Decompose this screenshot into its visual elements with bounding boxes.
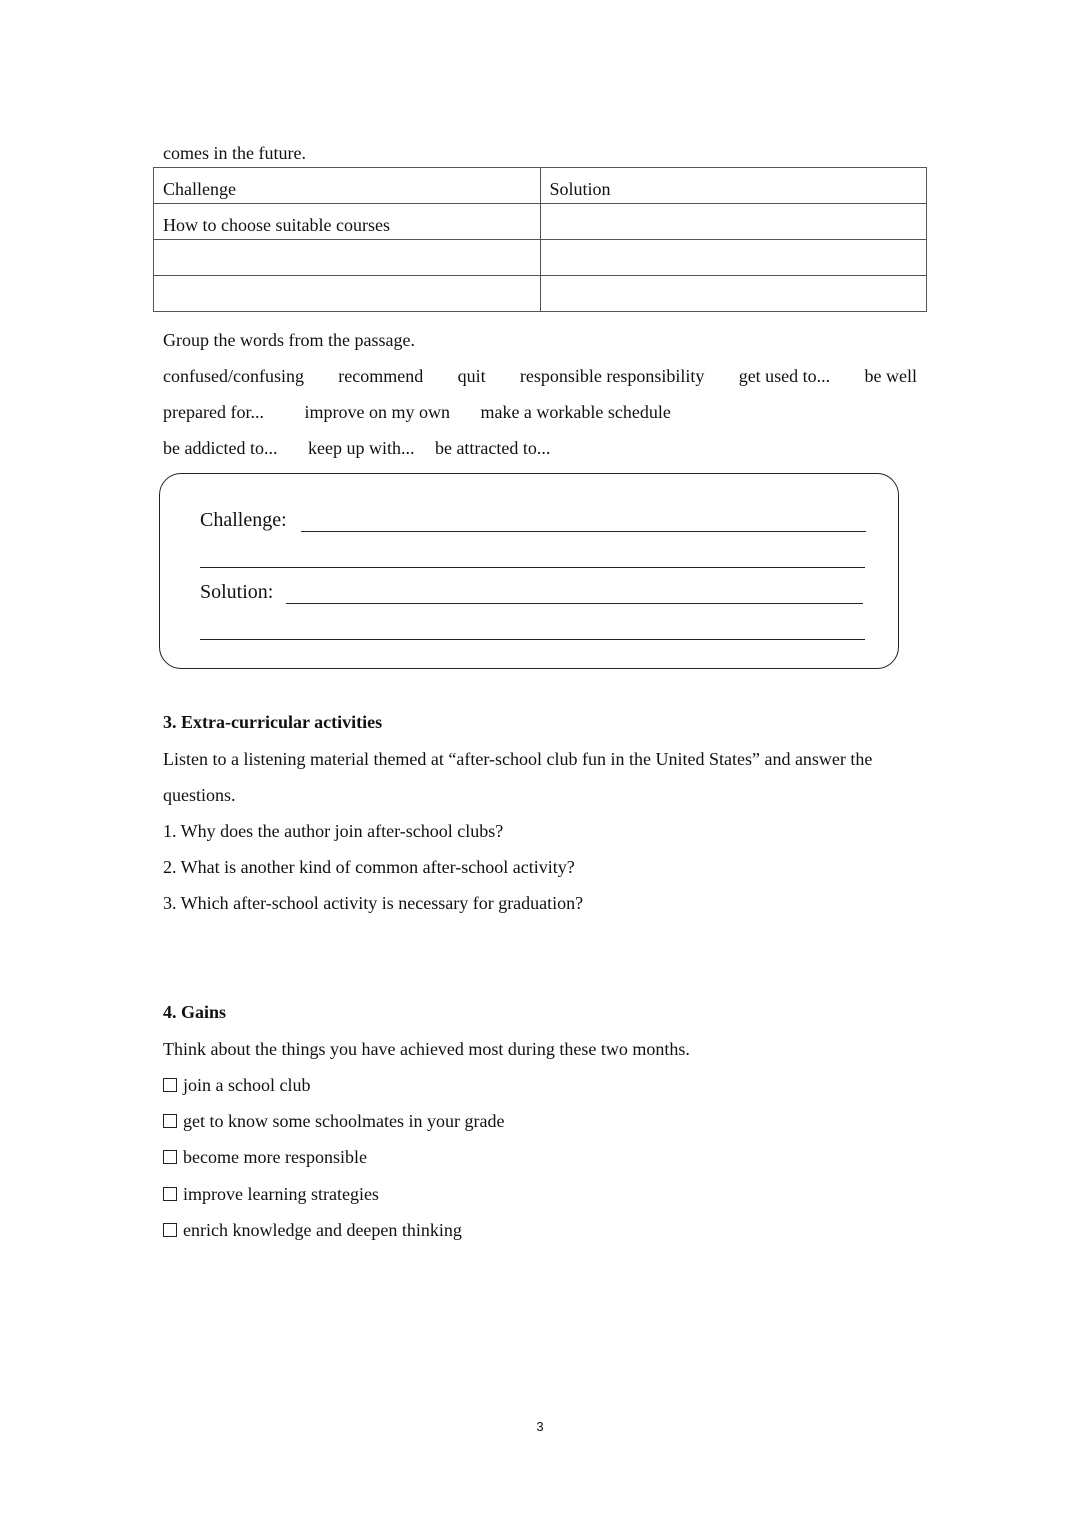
checkbox-option[interactable] [163, 1110, 504, 1132]
word-item: responsible responsibility [519, 366, 705, 386]
option-label: join a school club [183, 1075, 311, 1095]
checkbox-icon[interactable] [163, 1078, 177, 1092]
challenge-solution-table [153, 167, 927, 312]
word-item: get used to... [738, 366, 831, 386]
checkbox-icon[interactable] [163, 1187, 177, 1201]
word-item: confused/confusing [163, 366, 304, 386]
checkbox-icon[interactable] [163, 1150, 177, 1164]
word-line-1 [163, 365, 917, 387]
challenge-label: Challenge: [200, 509, 287, 531]
table-row [154, 204, 927, 240]
solution-answer-line[interactable] [286, 603, 863, 604]
table-header-row [154, 168, 927, 204]
section4-instruction: Think about the things you have achieved most during these two months. [163, 1039, 690, 1059]
checkbox-icon[interactable] [163, 1223, 177, 1237]
checkbox-option[interactable] [163, 1074, 310, 1096]
table-cell [540, 204, 927, 240]
intro-tail-text: comes in the future. [163, 143, 306, 163]
table-row [154, 240, 927, 276]
checkbox-option[interactable] [163, 1146, 367, 1168]
section4-heading: 4. Gains [163, 1002, 227, 1022]
option-label: improve learning strategies [183, 1184, 379, 1204]
table-cell [154, 276, 541, 312]
page-number: 3 [536, 1419, 544, 1434]
word-item: prepared for... [163, 402, 264, 422]
group-instruction: Group the words from the passage. [163, 330, 415, 350]
table-header-cell: Challenge [154, 168, 541, 204]
challenge-answer-line-2[interactable] [200, 567, 865, 568]
table-cell [540, 240, 927, 276]
section3-instruction: Listen to a listening material themed at “after-school club fun in the United States” and answer the [163, 749, 873, 769]
word-line-2 [163, 401, 671, 423]
option-label: become more responsible [183, 1147, 367, 1167]
word-item: keep up with... [307, 438, 415, 458]
section3-instruction-cont: questions. [163, 785, 236, 805]
checkbox-option[interactable] [163, 1183, 379, 1205]
table-cell: How to choose suitable courses [154, 204, 541, 240]
question-item: 2. What is another kind of common after-school activity? [163, 857, 575, 877]
word-item: be well [864, 366, 917, 386]
word-item: be addicted to... [163, 438, 278, 458]
word-item: recommend [338, 366, 424, 386]
table-header-cell: Solution [540, 168, 927, 204]
table-cell [154, 240, 541, 276]
table-cell [540, 276, 927, 312]
word-item: make a workable schedule [480, 402, 671, 422]
word-item: improve on my own [304, 402, 450, 422]
word-line-3 [163, 437, 550, 459]
solution-label: Solution: [200, 581, 274, 603]
challenge-answer-line[interactable] [301, 531, 866, 532]
question-item: 3. Which after-school activity is necessary for graduation? [163, 893, 584, 913]
option-label: enrich knowledge and deepen thinking [183, 1220, 462, 1240]
table-row [154, 276, 927, 312]
checkbox-option[interactable] [163, 1219, 462, 1241]
solution-answer-line-2[interactable] [200, 639, 865, 640]
option-label: get to know some schoolmates in your grade [183, 1111, 505, 1131]
checkbox-icon[interactable] [163, 1114, 177, 1128]
section3-heading: 3. Extra-curricular activities [163, 712, 383, 732]
word-item: quit [457, 366, 486, 386]
question-item: 1. Why does the author join after-school clubs? [163, 821, 504, 841]
word-item: be attracted to... [434, 438, 551, 458]
